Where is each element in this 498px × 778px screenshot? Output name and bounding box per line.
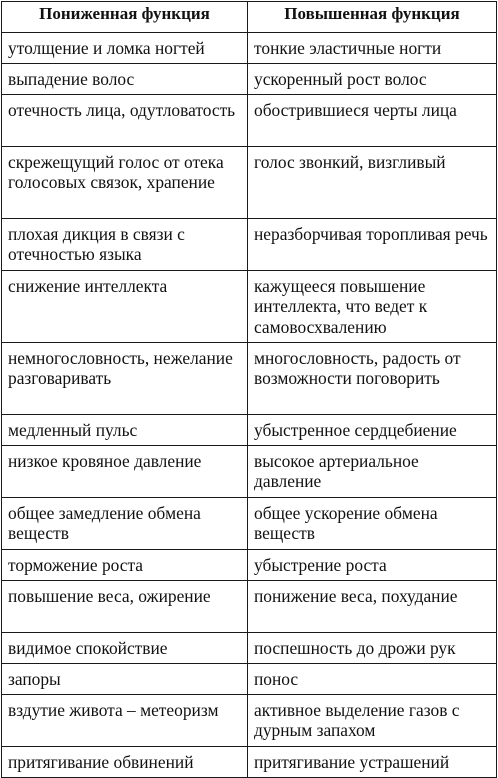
table-cell-decreased: вздутие живота – метеоризм [2, 695, 248, 747]
table-row [2, 695, 497, 747]
table-cell-increased: понос [248, 664, 497, 695]
table-cell-decreased: отечность лица, одутловатость [2, 95, 248, 147]
table-cell-decreased: снижение интеллекта [2, 271, 248, 343]
table-cell-increased: многословность, радость от возможности поговорить [248, 343, 497, 415]
table-cell-decreased: торможение роста [2, 550, 248, 581]
table-cell-increased: неразборчивая торопливая речь [248, 219, 497, 271]
table-cell-increased: поспешность до дрожи рук [248, 633, 497, 664]
table-cell-increased: убыстренное сердцебиение [248, 415, 497, 446]
table-row [2, 581, 497, 633]
table-cell-decreased: выпадение волос [2, 64, 248, 95]
table-row [2, 664, 497, 695]
table-cell-decreased: притягивание обвинений [2, 747, 248, 778]
table-cell-decreased: видимое спокойствие [2, 633, 248, 664]
table-row [2, 747, 497, 778]
table-cell-decreased: медленный пульс [2, 415, 248, 446]
table-cell-increased: голос звонкий, визгливый [248, 147, 497, 219]
table-row [2, 219, 497, 271]
table-row [2, 498, 497, 550]
table-row [2, 415, 497, 446]
table-cell-decreased: плохая дикция в связи с отечностью языка [2, 219, 248, 271]
table-header-row [2, 2, 497, 33]
table-cell-increased: обострившиеся черты лица [248, 95, 497, 147]
table-cell-increased: активное выделение газов с дурным запахом [248, 695, 497, 747]
table-row [2, 95, 497, 147]
table-cell-decreased: низкое кровяное давление [2, 446, 248, 498]
table-row [2, 343, 497, 415]
table-cell-decreased: повышение веса, ожирение [2, 581, 248, 633]
table-cell-decreased: утолщение и ломка ногтей [2, 33, 248, 64]
table-cell-increased: тонкие эластичные ногти [248, 33, 497, 64]
table-cell-increased: высокое артериальное давление [248, 446, 497, 498]
header-increased-function: Повышенная функция [248, 2, 497, 33]
table-cell-decreased: общее замедление обмена веществ [2, 498, 248, 550]
table-cell-increased: общее ускорение обмена веществ [248, 498, 497, 550]
table-row [2, 33, 497, 64]
table-cell-decreased: запоры [2, 664, 248, 695]
table-cell-increased: понижение веса, похудание [248, 581, 497, 633]
table-row [2, 550, 497, 581]
table-cell-increased: ускоренный рост волос [248, 64, 497, 95]
table-cell-decreased: немногословность, нежелание разговаривать [2, 343, 248, 415]
table-row [2, 271, 497, 343]
table-cell-increased: убыстрение роста [248, 550, 497, 581]
table-row [2, 633, 497, 664]
table-row [2, 446, 497, 498]
table-row [2, 147, 497, 219]
table-cell-increased: притягивание устрашений [248, 747, 497, 778]
table-cell-increased: кажущееся повышение интеллекта, что ведет к самовосхвалению [248, 271, 497, 343]
header-decreased-function: Пониженная функция [2, 2, 248, 33]
table-row [2, 64, 497, 95]
table-cell-decreased: скрежещущий голос от отека голосовых связок, храпение [2, 147, 248, 219]
thyroid-function-comparison-table [1, 1, 497, 778]
